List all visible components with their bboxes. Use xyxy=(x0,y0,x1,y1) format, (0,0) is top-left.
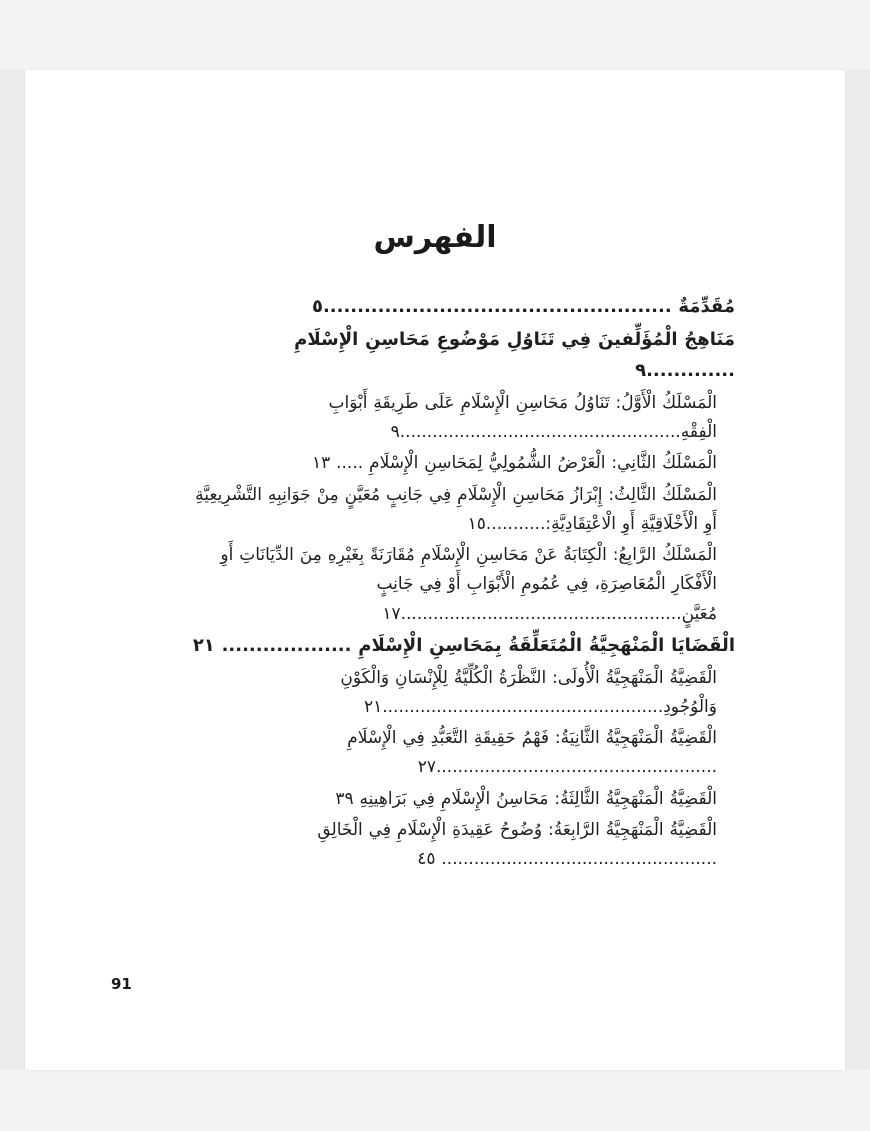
toc-entry[interactable] xyxy=(190,816,735,874)
toc-entry[interactable] xyxy=(190,785,735,814)
viewport-left-margin xyxy=(0,70,25,1070)
toc-entry-text: الْمَسْلَكُ الْأَوَّلُ: تَنَاوُلُ مَحَاسِنِ الْإِسْلَامِ عَلَى طَرِيقَةِ أَبْوَابِ الْفِقْهِ....................................................٩ xyxy=(328,392,717,443)
toc-entry[interactable] xyxy=(190,631,735,662)
toc-entry[interactable] xyxy=(190,664,735,722)
viewport-right-margin xyxy=(845,70,870,1070)
toc-entry[interactable] xyxy=(190,389,735,447)
toc-entry[interactable] xyxy=(190,325,735,387)
toc-entry[interactable] xyxy=(190,481,735,539)
page-content xyxy=(25,70,845,1070)
viewport-top-margin xyxy=(0,0,870,70)
toc-entry-text: الْقَضَايَا الْمَنْهَجِيَّةُ الْمُتَعَلِّقَةُ بِمَحَاسِنِ الْإِسْلَامِ ................... ٢١ xyxy=(192,634,735,656)
viewport-bottom-margin xyxy=(0,1070,870,1131)
toc-entry[interactable] xyxy=(190,541,735,629)
toc-entry-text: مَنَاهِجُ الْمُؤَلِّفينَ فِي تَنَاوُلِ مَوْضُوعِ مَحَاسِنِ الْإِسْلَامِ .............٩ xyxy=(294,328,735,381)
toc-entry-text: مُقَدِّمَةٌ ...................................................٥ xyxy=(311,296,735,317)
toc-entry[interactable] xyxy=(190,449,735,478)
toc-entry[interactable] xyxy=(190,724,735,782)
toc-entry-text: الْقَضِيَّةُ الْمَنْهَجِيَّةُ الرَّابِعَةُ: وُضُوحُ عَقِيدَةِ الْإِسْلَامِ فِي الْخَالِقِ ................................................... ٤٥ xyxy=(317,819,717,870)
toc-entry-text: الْمَسْلَكُ الرَّابِعُ: الْكِتَابَةُ عَنْ مَحَاسِنِ الْإِسْلَامِ مُقَارَنَةً بِغَيْرِهِ مِنَ الدِّيَانَاتِ أَوِ الْأَفْكَارِ الْمُعَاصِرَةِ، فِي عُمُومِ الْأَبْوَابِ أَوْ فِي جَانِبٍ مُعَيَّنٍ....................................................١٧ xyxy=(220,545,717,624)
toc-entry-text: الْقَضِيَّةُ الْمَنْهَجِيَّةُ الثَّالِثَةُ: مَحَاسِنُ الْإِسْلَامِ فِي بَرَاهِينِهِ ٣٩ xyxy=(335,788,717,809)
toc-entry[interactable] xyxy=(190,292,735,323)
page-number: 91 xyxy=(111,975,132,993)
toc-entry-text: الْمَسْلَكُ الثَّانِي: الْعَرْضُ الشُّمُولِيُّ لِمَحَاسِنِ الْإِسْلَامِ ..... ١٣ xyxy=(311,453,717,474)
page-title: الفهرس xyxy=(373,220,497,255)
page-sheet xyxy=(25,70,845,1070)
toc-entry-text: الْمَسْلَكُ الثَّالِثُ: إِبْرَازُ مَحَاسِنِ الْإِسْلَامِ فِي جَانِبٍ مُعَيَّنٍ مِنْ جَوَانِبِهِ التَّشْرِيعِيَّةِ أَوِ الْأَخْلَاقِيَّةِ أَوِ الْاعْتِقَادِيَّةِ:...........١٥ xyxy=(195,484,717,534)
toc-entry-text: الْقَضِيَّةُ الْمَنْهَجِيَّةُ الْأُولَى: النَّظْرَةُ الْكُلِّيَّةُ لِلْإِنْسَانِ وَالْكَوْنِ وَالْوُجُودِ....................................................٢١ xyxy=(340,667,717,717)
toc-entry-text: الْقَضِيَّةُ الْمَنْهَجِيَّةُ الثَّانِيَةُ: فَهْمُ حَقِيقَةِ التَّعَبُّدِ فِي الْإِسْلَامِ ....................................................٢٧ xyxy=(347,728,717,778)
table-of-contents xyxy=(190,292,735,876)
